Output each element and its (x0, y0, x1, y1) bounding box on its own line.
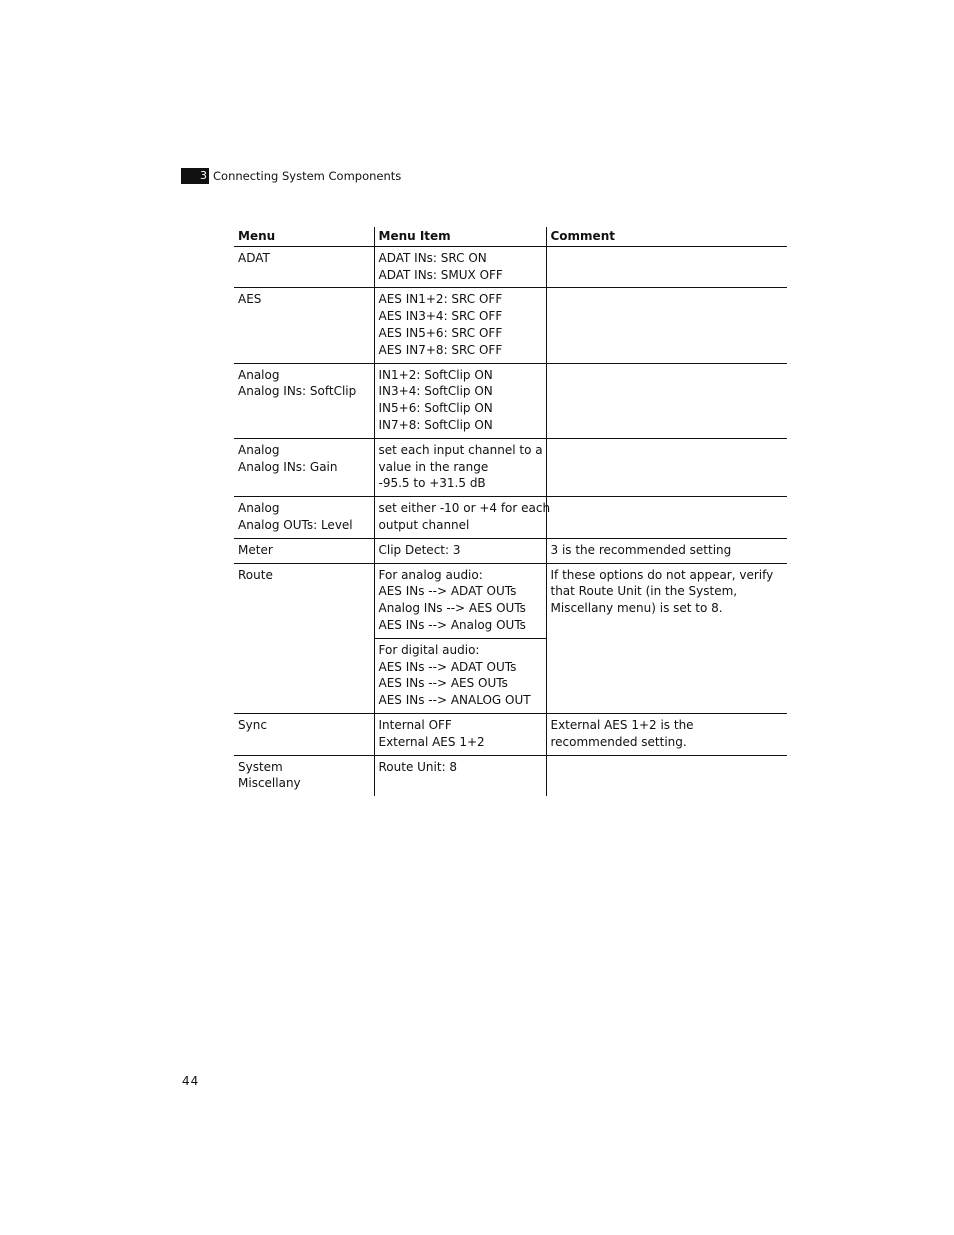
page-number: 44 (182, 1074, 200, 1088)
table-row (234, 497, 787, 539)
menu-item-text: AES INs --> ANALOG OUT (378, 693, 531, 708)
chapter-title: Connecting System Components (213, 168, 402, 183)
menu-item-text: Clip Detect: 3 (378, 542, 461, 557)
table-row (234, 438, 787, 496)
menu-item-cell (374, 538, 546, 563)
menu-item-cell (374, 363, 546, 438)
table-row (234, 713, 787, 755)
menu-text: Analog INs: SoftClip (238, 384, 357, 399)
table-row (234, 538, 787, 563)
menu-text: Analog (238, 367, 280, 382)
menu-cell (234, 363, 374, 438)
comment-cell (546, 438, 787, 496)
table-header-row (234, 227, 787, 246)
table-row (234, 288, 787, 363)
menu-text: Meter (238, 542, 273, 557)
menu-item-text: AES INs --> AES OUTs (378, 676, 508, 691)
menu-cell (234, 755, 374, 796)
table-row (234, 363, 787, 438)
menu-item-cell (374, 713, 546, 755)
menu-text: Route (238, 567, 273, 582)
menu-cell (234, 563, 374, 713)
menu-item-text: Route Unit: 8 (378, 759, 458, 774)
menu-item-text: output channel (378, 517, 470, 532)
menu-item-cell (374, 438, 546, 496)
menu-item-cell (374, 497, 551, 539)
menu-item-text: value in the range (378, 459, 489, 474)
menu-item-text: External AES 1+2 (378, 734, 485, 749)
menu-item-cell (374, 246, 546, 288)
column-header-menu-item: Menu Item (374, 227, 546, 246)
comment-cell (546, 713, 787, 755)
menu-item-cell (374, 638, 546, 713)
menu-item-text: set each input channel to a (378, 442, 543, 457)
menu-text: Analog INs: Gain (238, 459, 338, 474)
comment-cell (546, 246, 787, 288)
menu-item-text: IN7+8: SoftClip ON (378, 417, 493, 432)
comment-cell (546, 363, 787, 438)
menu-text: ADAT (238, 250, 270, 265)
comment-cell (546, 288, 787, 363)
comment-text: External AES 1+2 is the recommended setting. (550, 717, 694, 749)
menu-cell (234, 288, 374, 363)
column-header-menu: Menu (234, 227, 374, 246)
menu-item-text: AES IN1+2: SRC OFF (378, 292, 503, 307)
menu-item-text: ADAT INs: SRC ON (378, 250, 487, 265)
menu-cell (234, 246, 374, 288)
running-header (181, 167, 401, 184)
menu-text: Miscellany (238, 776, 301, 791)
menu-cell (234, 538, 374, 563)
menu-cell (234, 497, 374, 539)
menu-item-text: For digital audio: (378, 642, 480, 657)
table-row (234, 246, 787, 288)
menu-item-text: AES IN5+6: SRC OFF (378, 325, 503, 340)
menu-item-text: Analog INs --> AES OUTs (378, 601, 526, 616)
menu-cell (234, 713, 374, 755)
menu-item-text: AES INs --> ADAT OUTs (378, 659, 517, 674)
table-row (234, 755, 787, 796)
column-header-comment: Comment (546, 227, 787, 246)
menu-item-text: Internal OFF (378, 717, 452, 732)
comment-cell (546, 497, 787, 539)
menu-text: System (238, 759, 283, 774)
table-row (234, 563, 787, 638)
menu-item-text: For analog audio: (378, 567, 483, 582)
menu-item-text: AES IN7+8: SRC OFF (378, 342, 503, 357)
menu-item-text: ADAT INs: SMUX OFF (378, 267, 503, 282)
comment-cell (546, 538, 787, 563)
comment-text: 3 is the recommended setting (550, 542, 732, 557)
menu-item-cell (374, 563, 546, 638)
chapter-number-badge: 3 (181, 168, 209, 184)
menu-item-text: IN5+6: SoftClip ON (378, 401, 493, 416)
menu-text: Analog (238, 442, 280, 457)
menu-item-cell (374, 755, 546, 796)
comment-text: If these options do not appear, verify that Route Unit (in the System, Miscellany menu) is set to 8. (550, 567, 774, 616)
menu-item-text: AES INs --> ADAT OUTs (378, 584, 517, 599)
menu-text: Sync (238, 717, 267, 732)
menu-item-cell (374, 288, 546, 363)
menu-settings-table (234, 227, 787, 796)
comment-cell (546, 563, 787, 713)
menu-text: AES (238, 292, 262, 307)
menu-cell (234, 438, 374, 496)
menu-item-text: IN1+2: SoftClip ON (378, 367, 493, 382)
menu-text: Analog (238, 501, 280, 516)
menu-item-text: -95.5 to +31.5 dB (378, 476, 486, 491)
menu-item-text: IN3+4: SoftClip ON (378, 384, 493, 399)
menu-text: Analog OUTs: Level (238, 517, 353, 532)
menu-item-text: AES INs --> Analog OUTs (378, 617, 526, 632)
menu-item-text: set either -10 or +4 for each (378, 501, 551, 516)
comment-cell (546, 755, 787, 796)
menu-item-text: AES IN3+4: SRC OFF (378, 309, 503, 324)
